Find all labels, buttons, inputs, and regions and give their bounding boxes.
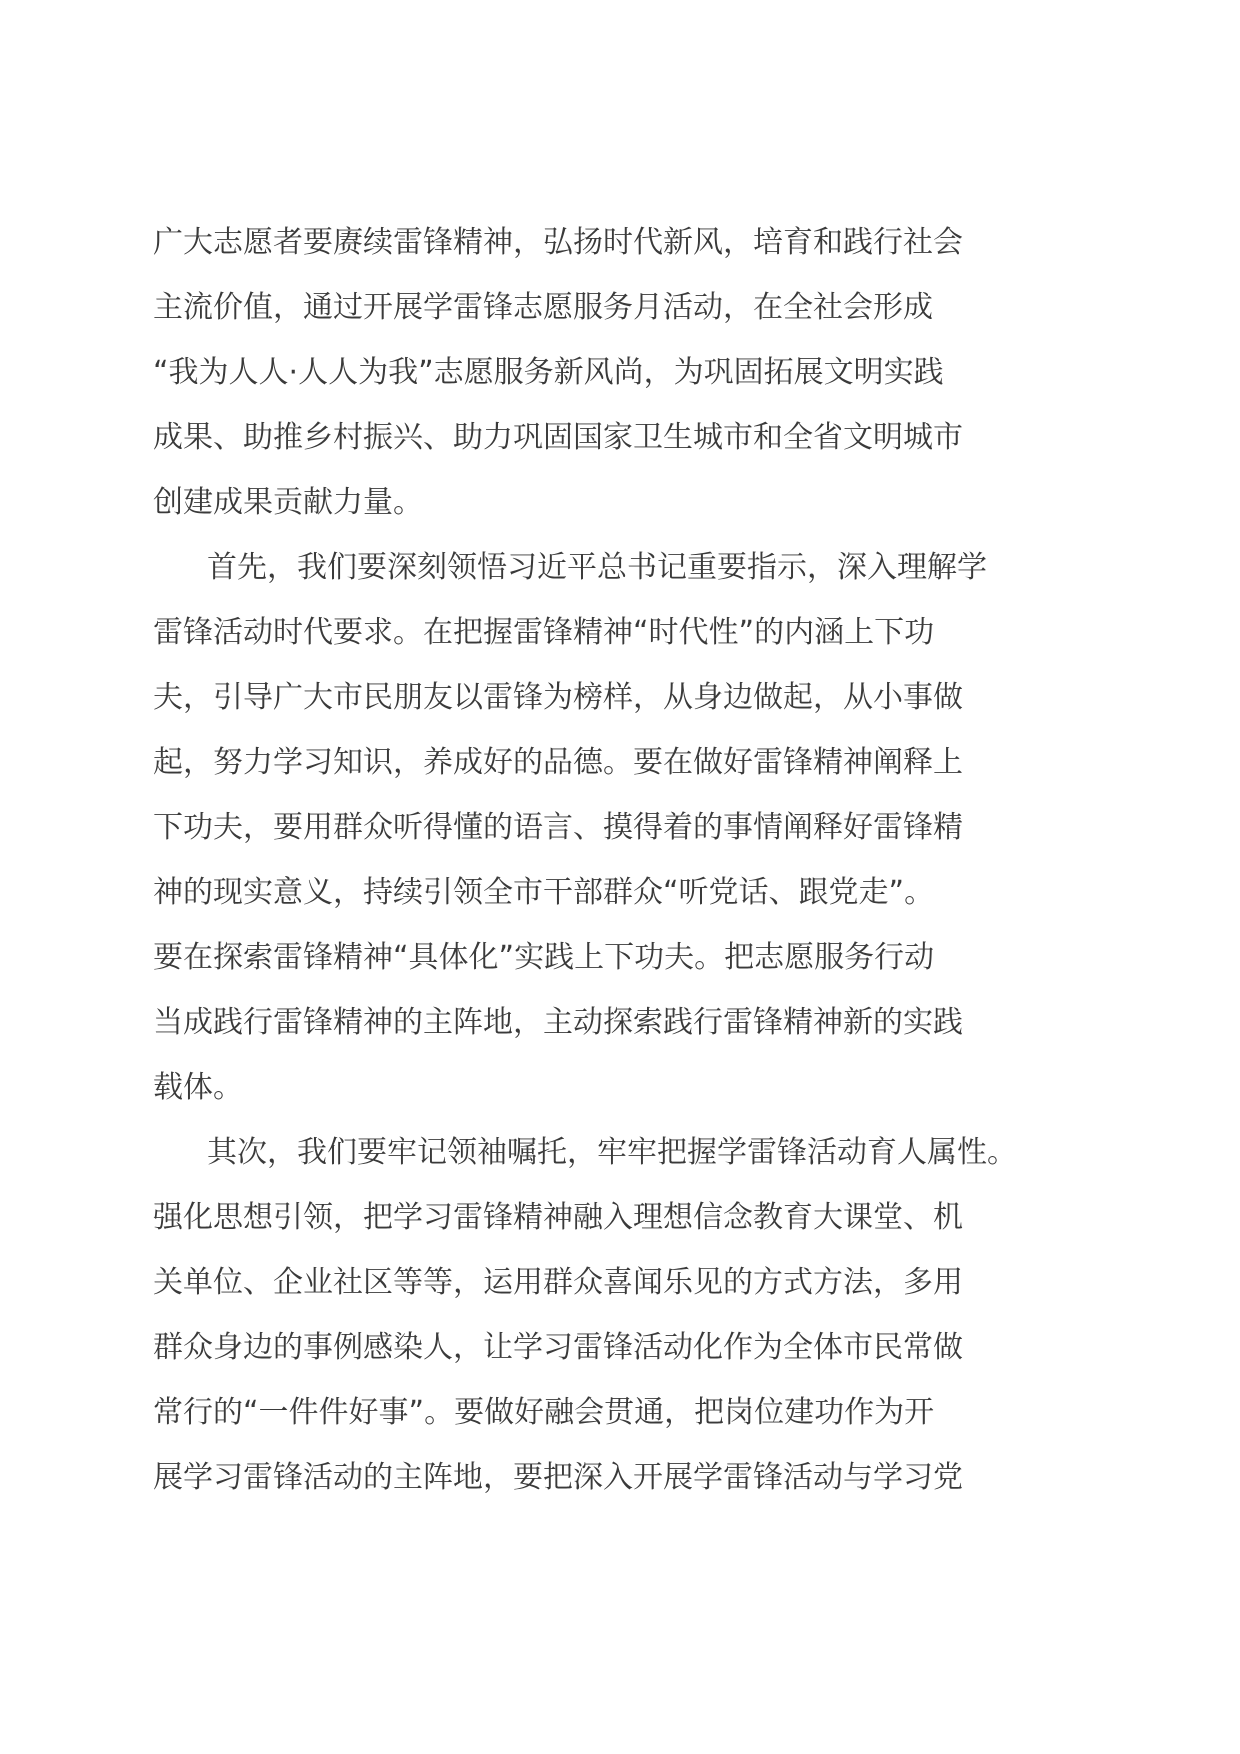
- paragraph-3-line-1: 其次，我们要牢记领袖嘱托，牢牢把握学雷锋活动育人属性。: [207, 1135, 1017, 1170]
- paragraph-3-line-4: 群众身边的事例感染人，让学习雷锋活动化作为全体市民常做: [153, 1330, 963, 1365]
- paragraph-3-line-3: 关单位、企业社区等等，运用群众喜闻乐见的方式方法，多用: [153, 1265, 963, 1300]
- paragraph-2-line-6: 神的现实意义，持续引领全市干部群众“听党话、跟党走”。: [153, 875, 935, 910]
- paragraph-2-line-3: 夫，引导广大市民朋友以雷锋为榜样，从身边做起，从小事做: [153, 680, 963, 715]
- paragraph-3-line-2: 强化思想引领，把学习雷锋精神融入理想信念教育大课堂、机: [153, 1200, 963, 1235]
- paragraph-1-line-3: “我为人人·人人为我”志愿服务新风尚，为巩固拓展文明实践: [153, 355, 944, 390]
- paragraph-1-line-5: 创建成果贡献力量。: [153, 485, 423, 520]
- body-text: [153, 210, 1113, 1510]
- paragraph-2-line-2: 雷锋活动时代要求。在把握雷锋精神“时代性”的内涵上下功: [153, 615, 935, 650]
- paragraph-2-line-5: 下功夫，要用群众听得懂的语言、摸得着的事情阐释好雷锋精: [153, 810, 963, 845]
- paragraph-2-line-8: 当成践行雷锋精神的主阵地，主动探索践行雷锋精神新的实践: [153, 1005, 963, 1040]
- paragraph-1-line-1: 广大志愿者要赓续雷锋精神，弘扬时代新风，培育和践行社会: [153, 225, 963, 260]
- paragraph-1-line-4: 成果、助推乡村振兴、助力巩固国家卫生城市和全省文明城市: [153, 420, 963, 455]
- paragraph-2-line-4: 起，努力学习知识，养成好的品德。要在做好雷锋精神阐释上: [153, 745, 963, 780]
- paragraph-3-line-6: 展学习雷锋活动的主阵地，要把深入开展学雷锋活动与学习党: [153, 1460, 963, 1495]
- paragraph-2-line-1: 首先，我们要深刻领悟习近平总书记重要指示，深入理解学: [207, 550, 987, 585]
- paragraph-2-line-7: 要在探索雷锋精神“具体化”实践上下功夫。把志愿服务行动: [153, 940, 935, 975]
- paragraph-2-line-9: 载体。: [153, 1070, 243, 1105]
- paragraph-3-line-5: 常行的“一件件好事”。要做好融会贯通，把岗位建功作为开: [153, 1395, 935, 1430]
- paragraph-1-line-2: 主流价值，通过开展学雷锋志愿服务月活动，在全社会形成: [153, 290, 933, 325]
